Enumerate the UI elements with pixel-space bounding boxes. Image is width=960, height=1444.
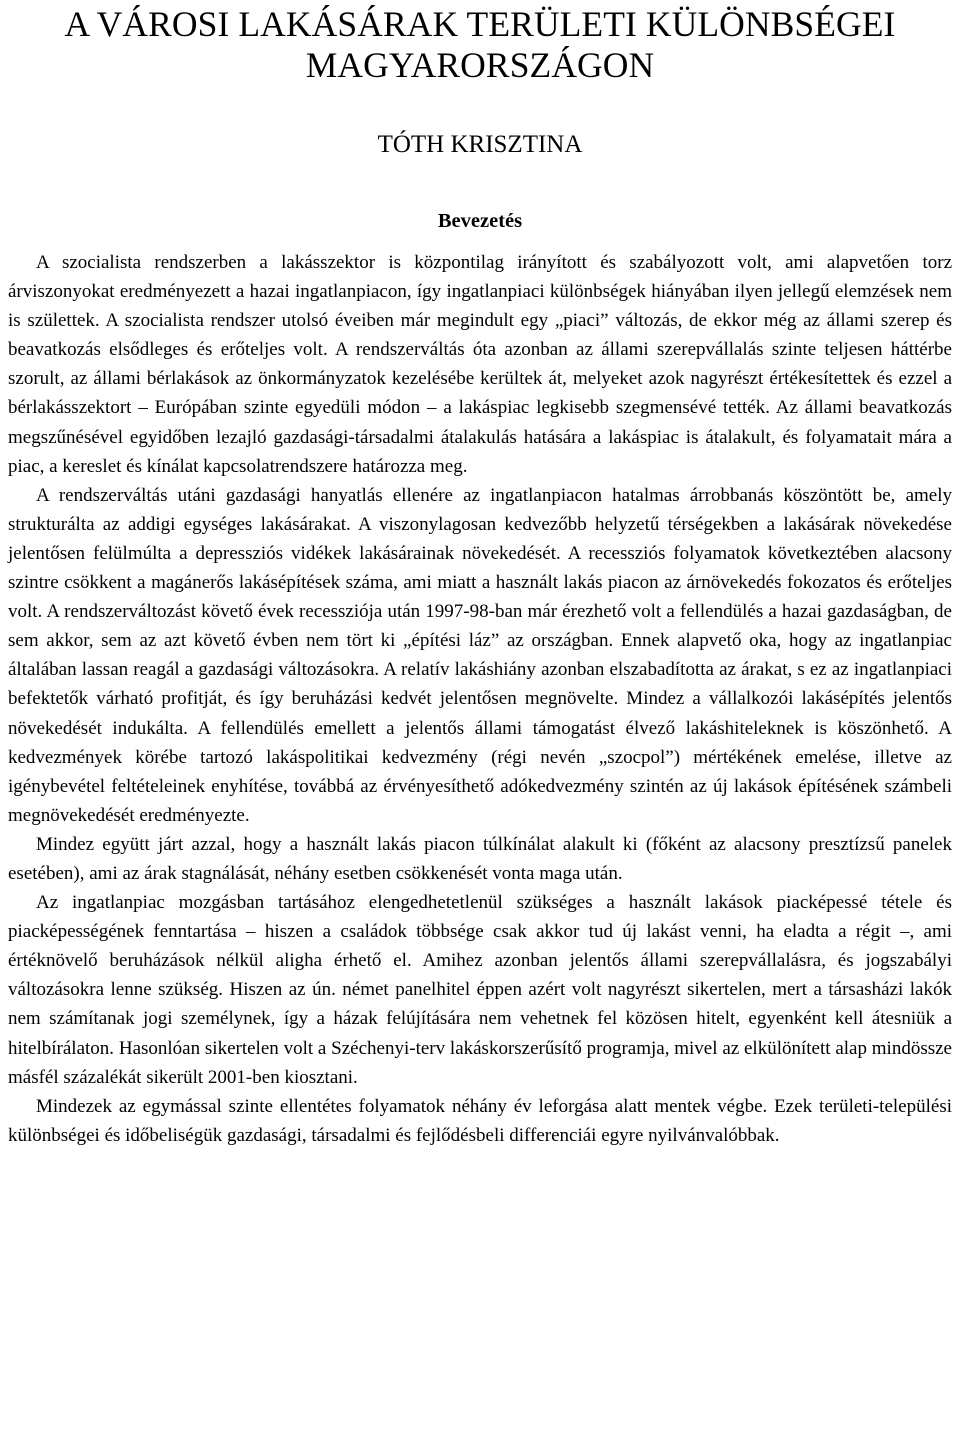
- paper-title: A VÁROSI LAKÁSÁRAK TERÜLETI KÜLÖNBSÉGEI MAGYARORSZÁGON: [64, 4, 896, 85]
- author-name: TÓTH KRISZTINA: [377, 131, 583, 158]
- paragraph-4: Az ingatlanpiac mozgásban tartásához elengedhetetlenül szükséges a használt lakások piacképessé tétele és piacképességének fenntartása – hiszen a családok többsége csak akkor tud új lakást venni, ha eladta a régit –, ami értéknövelő beruházások nélkül aligha érhető el. Amihez azonban jelentős állami szerepvállalásra, és jogszabályi változásokra lenne szükség. Hiszen az ún. német panelhitel éppen azért volt nagyrészt sikertelen, mert a társasházi lakók nem számítanak jogi személynek, így a házak felújítására nem vehetnek fel közösen hitelt, egyenként kell átesniük a hitelbírálaton. Hasonlóan sikertelen volt a Széchenyi-terv lakáskorszerűsítő programja, mivel az elkülönített alap mindössze másfél százalékát sikerült 2001-ben kiosztani.: [8, 892, 952, 1088]
- paragraph-5: Mindezek az egymással szinte ellentétes folyamatok néhány év leforgása alatt mentek végbe. Ezek területi-települési különbségei és időbeliségük gazdasági, társadalmi és fejlődésbeli differenciái egyre nyilvánvalóbbak.: [8, 1095, 952, 1146]
- paragraph-1: A szocialista rendszerben a lakásszektor is központilag irányított és szabályozott volt, ami alapvetően torz árviszonyokat eredményezett a hazai ingatlanpiacon, így ingatlanpiaci különbségek hiányában ilyen jellegű elemzések nem is születtek. A szocialista rendszer utolsó éveiben már megindult egy „piaci” változás, de ekkor még az állami szerep és beavatkozás elsődleges és erőteljes volt. A rendszerváltás óta azonban az állami szerepvállalás szinte teljesen háttérbe szorult, az állami bérlakások az önkormányzatok kezelésébe kerültek át, melyeket azok nagyrészt értékesítettek és ezzel a bérlakásszektort – Európában szinte egyedüli módon – a lakáspiac legkisebb szegmensévé tették. Az állami beavatkozás megszűnésével egyidőben lezajló gazdasági-társadalmi átalakulás hatására a lakáspiac is átalakult, és folyamatait mára a piac, a kereslet és kínálat kapcsolatrendszere határozza meg.: [8, 252, 952, 477]
- paragraph-3: Mindez együtt járt azzal, hogy a használt lakás piacon túlkínálat alakult ki (főként az alacsony presztízsű panelek esetében), ami az árak stagnálását, néhány esetben csökkenését vonta maga után.: [8, 833, 952, 884]
- body-text: [8, 248, 952, 1150]
- section-heading: Bevezetés: [437, 210, 523, 232]
- paragraph-2: A rendszerváltás utáni gazdasági hanyatlás ellenére az ingatlanpiacon hatalmas árrobbanás köszöntött be, amely strukturálta az addigi egységes lakásárakat. A viszonylagosan kedvezőbb helyzetű térségekben a lakásárak növekedése jelentősen felülmúlta a depressziós vidékek lakásárainak növekedését. A recessziós folyamatok következtében alacsony szintre csökkent a magánerős lakásépítések száma, ami miatt a használt lakás piacon az árnövekedés fokozatos és erőteljes volt. A rendszerváltozást követő évek recessziója után 1997-98-ban már érezhető volt a fellendülés a hazai gazdaságban, de sem akkor, sem az azt követő évben nem tört ki „építési láz” az országban. Ennek alapvető oka, hogy az ingatlanpiac általában lassan reagál a gazdasági változásokra. A relatív lakáshiány azonban elszabadította az árakat, s ez az ingatlanpiaci befektetők várható profitját, és így beruházási kedvét jelentősen megnövelte. Mindez a vállalkozói lakásépítés jelentős növekedését indukálta. A fellendülés emellett a jelentős állami támogatást élvező lakáshiteleknek is köszönhető. A kedvezmények körébe tartozó lakáspolitikai kedvezmény (régi nevén „szocpol”) mértékének emelése, illetve az igénybevétel feltételeinek enyhítése, továbbá az érvényesíthető adókedvezmény szintén az új lakások építésének számbeli megnövekedését eredményezte.: [8, 484, 952, 826]
- document-page: [8, 0, 952, 1150]
